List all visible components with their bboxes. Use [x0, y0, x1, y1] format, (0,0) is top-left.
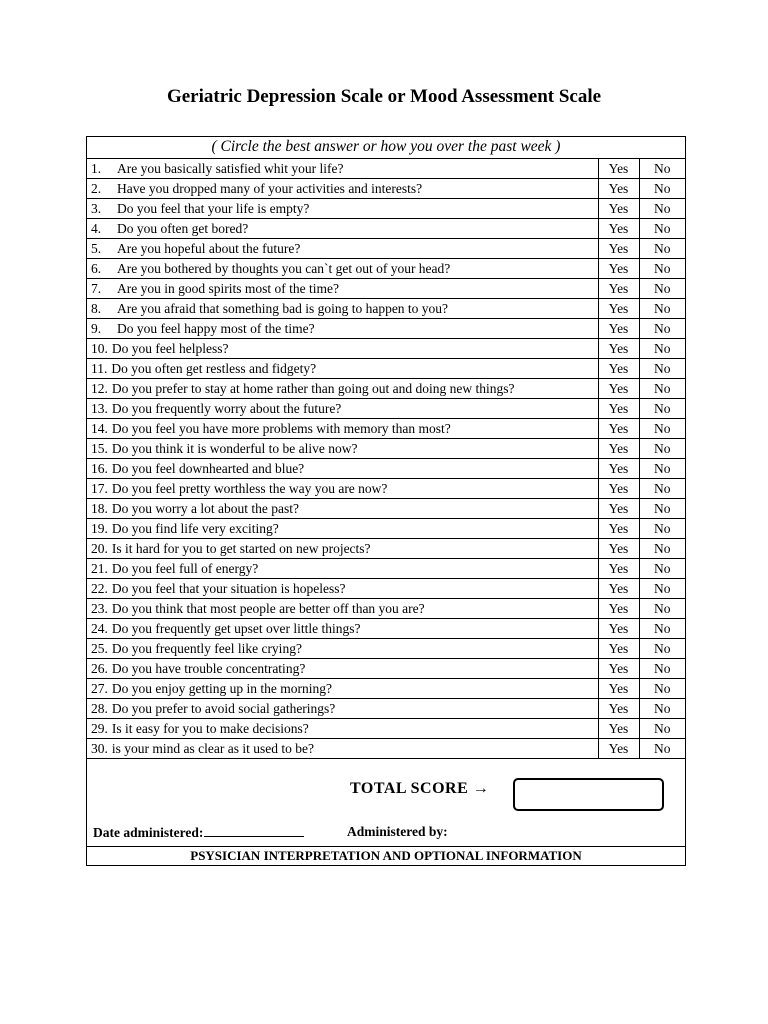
answer-no[interactable]: No [639, 739, 685, 759]
question-row [87, 319, 685, 339]
question-text: Have you dropped many of your activities and interests? [117, 181, 423, 196]
question-row [87, 159, 685, 179]
answer-yes[interactable]: Yes [598, 459, 639, 479]
question-text: Do you frequently worry about the future? [111, 401, 342, 416]
question-number: 3. [91, 201, 102, 216]
answer-yes[interactable]: Yes [598, 739, 639, 759]
answer-no[interactable]: No [639, 359, 685, 379]
question-row [87, 739, 685, 759]
answer-yes[interactable]: Yes [598, 499, 639, 519]
question-row [87, 539, 685, 559]
date-field-line[interactable] [204, 824, 304, 837]
question-number: 14. [91, 421, 108, 436]
answer-yes[interactable]: Yes [598, 479, 639, 499]
question-cell [87, 639, 598, 659]
question-cell [87, 319, 598, 339]
question-row [87, 219, 685, 239]
answer-no[interactable]: No [639, 639, 685, 659]
question-cell [87, 719, 598, 739]
answer-no[interactable]: No [639, 199, 685, 219]
question-text: Do you worry a lot about the past? [111, 501, 299, 516]
question-number: 2. [91, 181, 102, 196]
answer-no[interactable]: No [639, 699, 685, 719]
question-cell [87, 299, 598, 319]
question-row [87, 299, 685, 319]
question-text: Do you feel full of energy? [111, 561, 259, 576]
answer-yes[interactable]: Yes [598, 519, 639, 539]
answer-no[interactable]: No [639, 339, 685, 359]
question-number: 18. [91, 501, 108, 516]
answer-no[interactable]: No [639, 179, 685, 199]
answer-no[interactable]: No [639, 399, 685, 419]
answer-yes[interactable]: Yes [598, 579, 639, 599]
question-cell [87, 679, 598, 699]
answer-yes[interactable]: Yes [598, 339, 639, 359]
question-text: Are you in good spirits most of the time? [117, 281, 339, 296]
answer-no[interactable]: No [639, 519, 685, 539]
question-row [87, 559, 685, 579]
date-administered [93, 824, 304, 841]
question-cell [87, 659, 598, 679]
answer-no[interactable]: No [639, 419, 685, 439]
question-cell [87, 479, 598, 499]
question-number: 30. [91, 741, 108, 756]
question-row [87, 339, 685, 359]
administered-by-label: Administered by: [347, 824, 448, 839]
question-number: 1. [91, 161, 102, 176]
answer-yes[interactable]: Yes [598, 219, 639, 239]
question-number: 16. [91, 461, 108, 476]
answer-no[interactable]: No [639, 719, 685, 739]
question-row [87, 679, 685, 699]
question-text: Are you basically satisfied whit your life? [117, 161, 344, 176]
question-number: 29. [91, 721, 108, 736]
question-number: 7. [91, 281, 102, 296]
question-cell [87, 599, 598, 619]
answer-no[interactable]: No [639, 319, 685, 339]
answer-no[interactable]: No [639, 299, 685, 319]
question-row [87, 459, 685, 479]
question-cell [87, 239, 598, 259]
question-row [87, 279, 685, 299]
question-text: Is it hard for you to get started on new projects? [111, 541, 371, 556]
question-number: 17. [91, 481, 108, 496]
page-title: Geriatric Depression Scale or Mood Assessment Scale [166, 86, 602, 107]
answer-no[interactable]: No [639, 599, 685, 619]
question-text: Do you feel pretty worthless the way you are now? [111, 481, 388, 496]
question-row [87, 699, 685, 719]
question-cell [87, 219, 598, 239]
answer-no[interactable]: No [639, 379, 685, 399]
question-number: 19. [91, 521, 108, 536]
question-text: Do you feel downhearted and blue? [111, 461, 305, 476]
question-number: 8. [91, 301, 102, 316]
question-text: Do you often get restless and fidgety? [111, 361, 317, 376]
answer-yes[interactable]: Yes [598, 279, 639, 299]
question-text: Do you feel happy most of the time? [117, 321, 315, 336]
question-cell [87, 399, 598, 419]
question-number: 28. [91, 701, 108, 716]
answer-no[interactable]: No [639, 499, 685, 519]
question-row [87, 359, 685, 379]
question-cell [87, 579, 598, 599]
answer-yes[interactable]: Yes [598, 719, 639, 739]
answer-no[interactable]: No [639, 239, 685, 259]
question-number: 23. [91, 601, 108, 616]
question-number: 21. [91, 561, 108, 576]
answer-no[interactable]: No [639, 559, 685, 579]
answer-yes[interactable]: Yes [598, 619, 639, 639]
question-row [87, 599, 685, 619]
question-row [87, 499, 685, 519]
question-cell [87, 739, 598, 759]
answer-no[interactable]: No [639, 219, 685, 239]
question-number: 25. [91, 641, 108, 656]
answer-yes[interactable]: Yes [598, 179, 639, 199]
question-cell [87, 199, 598, 219]
question-number: 22. [91, 581, 108, 596]
question-text: Do you find life very exciting? [111, 521, 279, 536]
answer-yes[interactable]: Yes [598, 239, 639, 259]
question-number: 20. [91, 541, 108, 556]
question-cell [87, 559, 598, 579]
question-cell [87, 439, 598, 459]
question-text: Do you prefer to stay at home rather than going out and doing new things? [111, 381, 515, 396]
question-cell [87, 359, 598, 379]
question-text: Are you afraid that something bad is going to happen to you? [117, 301, 449, 316]
question-number: 4. [91, 221, 102, 236]
question-row [87, 259, 685, 279]
answer-yes[interactable]: Yes [598, 299, 639, 319]
question-row [87, 439, 685, 459]
question-number: 24. [91, 621, 108, 636]
answer-yes[interactable]: Yes [598, 359, 639, 379]
answer-yes[interactable]: Yes [598, 559, 639, 579]
question-text: Do you feel that your life is empty? [117, 201, 310, 216]
question-cell [87, 519, 598, 539]
question-cell [87, 179, 598, 199]
date-administered-label: Date administered: [93, 825, 204, 840]
answer-yes[interactable]: Yes [598, 199, 639, 219]
question-text: Do you frequently feel like crying? [111, 641, 302, 656]
question-row [87, 379, 685, 399]
answer-no[interactable]: No [639, 259, 685, 279]
question-number: 10. [91, 341, 108, 356]
answer-yes[interactable]: Yes [598, 319, 639, 339]
question-row [87, 639, 685, 659]
answer-yes[interactable]: Yes [598, 159, 639, 179]
question-cell [87, 499, 598, 519]
question-text: Do you enjoy getting up in the morning? [111, 681, 332, 696]
assessment-form [86, 136, 686, 866]
question-cell [87, 259, 598, 279]
question-row [87, 659, 685, 679]
answer-no[interactable]: No [639, 679, 685, 699]
question-text: Do you feel that your situation is hopeless? [111, 581, 346, 596]
question-cell [87, 699, 598, 719]
answer-yes[interactable]: Yes [598, 659, 639, 679]
interpretation-footer: PSYSICIAN INTERPRETATION AND OPTIONAL INFORMATION [190, 848, 582, 863]
question-text: Is it easy for you to make decisions? [111, 721, 309, 736]
question-number: 13. [91, 401, 108, 416]
question-cell [87, 419, 598, 439]
question-text: Are you hopeful about the future? [117, 241, 301, 256]
question-row [87, 419, 685, 439]
answer-yes[interactable]: Yes [598, 679, 639, 699]
question-row [87, 519, 685, 539]
answer-no[interactable]: No [639, 159, 685, 179]
answer-no[interactable]: No [639, 659, 685, 679]
questions-table [87, 159, 685, 759]
question-row [87, 479, 685, 499]
question-row [87, 719, 685, 739]
answer-yes[interactable]: Yes [598, 699, 639, 719]
question-number: 11. [91, 361, 108, 376]
question-number: 15. [91, 441, 108, 456]
question-number: 6. [91, 261, 102, 276]
question-row [87, 199, 685, 219]
answer-no[interactable]: No [639, 619, 685, 639]
question-number: 12. [91, 381, 108, 396]
question-row [87, 399, 685, 419]
total-score-label: TOTAL SCORE → [350, 780, 490, 797]
question-row [87, 579, 685, 599]
question-row [87, 619, 685, 639]
question-number: 27. [91, 681, 108, 696]
question-cell [87, 379, 598, 399]
question-text: Do you think it is wonderful to be alive now? [111, 441, 358, 456]
question-row [87, 239, 685, 259]
question-row [87, 179, 685, 199]
answer-yes[interactable]: Yes [598, 639, 639, 659]
question-text: Do you have trouble concentrating? [111, 661, 306, 676]
answer-yes[interactable]: Yes [598, 439, 639, 459]
answer-yes[interactable]: Yes [598, 259, 639, 279]
question-text: Do you prefer to avoid social gatherings? [111, 701, 336, 716]
question-cell [87, 339, 598, 359]
answer-no[interactable]: No [639, 539, 685, 559]
question-number: 5. [91, 241, 102, 256]
question-cell [87, 539, 598, 559]
instruction-text: ( Circle the best answer or how you over the past week ) [87, 137, 685, 159]
answer-no[interactable]: No [639, 579, 685, 599]
questions-body [87, 159, 685, 759]
answer-no[interactable]: No [639, 439, 685, 459]
answer-yes[interactable]: Yes [598, 379, 639, 399]
answer-yes[interactable]: Yes [598, 419, 639, 439]
question-cell [87, 619, 598, 639]
question-cell [87, 279, 598, 299]
answer-yes[interactable]: Yes [598, 399, 639, 419]
answer-yes[interactable]: Yes [598, 599, 639, 619]
answer-no[interactable]: No [639, 479, 685, 499]
question-text: Do you feel helpless? [111, 341, 229, 356]
question-cell [87, 459, 598, 479]
total-score-box[interactable] [513, 778, 664, 811]
question-text: Do you often get bored? [117, 221, 249, 236]
question-number: 9. [91, 321, 102, 336]
question-text: is your mind as clear as it used to be? [111, 741, 314, 756]
question-cell [87, 159, 598, 179]
question-text: Do you feel you have more problems with memory than most? [111, 421, 451, 436]
answer-no[interactable]: No [639, 279, 685, 299]
score-section [87, 759, 685, 847]
answer-yes[interactable]: Yes [598, 539, 639, 559]
question-text: Do you frequently get upset over little things? [111, 621, 361, 636]
question-number: 26. [91, 661, 108, 676]
answer-no[interactable]: No [639, 459, 685, 479]
question-text: Do you think that most people are better off than you are? [111, 601, 425, 616]
question-text: Are you bothered by thoughts you can`t get out of your head? [117, 261, 451, 276]
